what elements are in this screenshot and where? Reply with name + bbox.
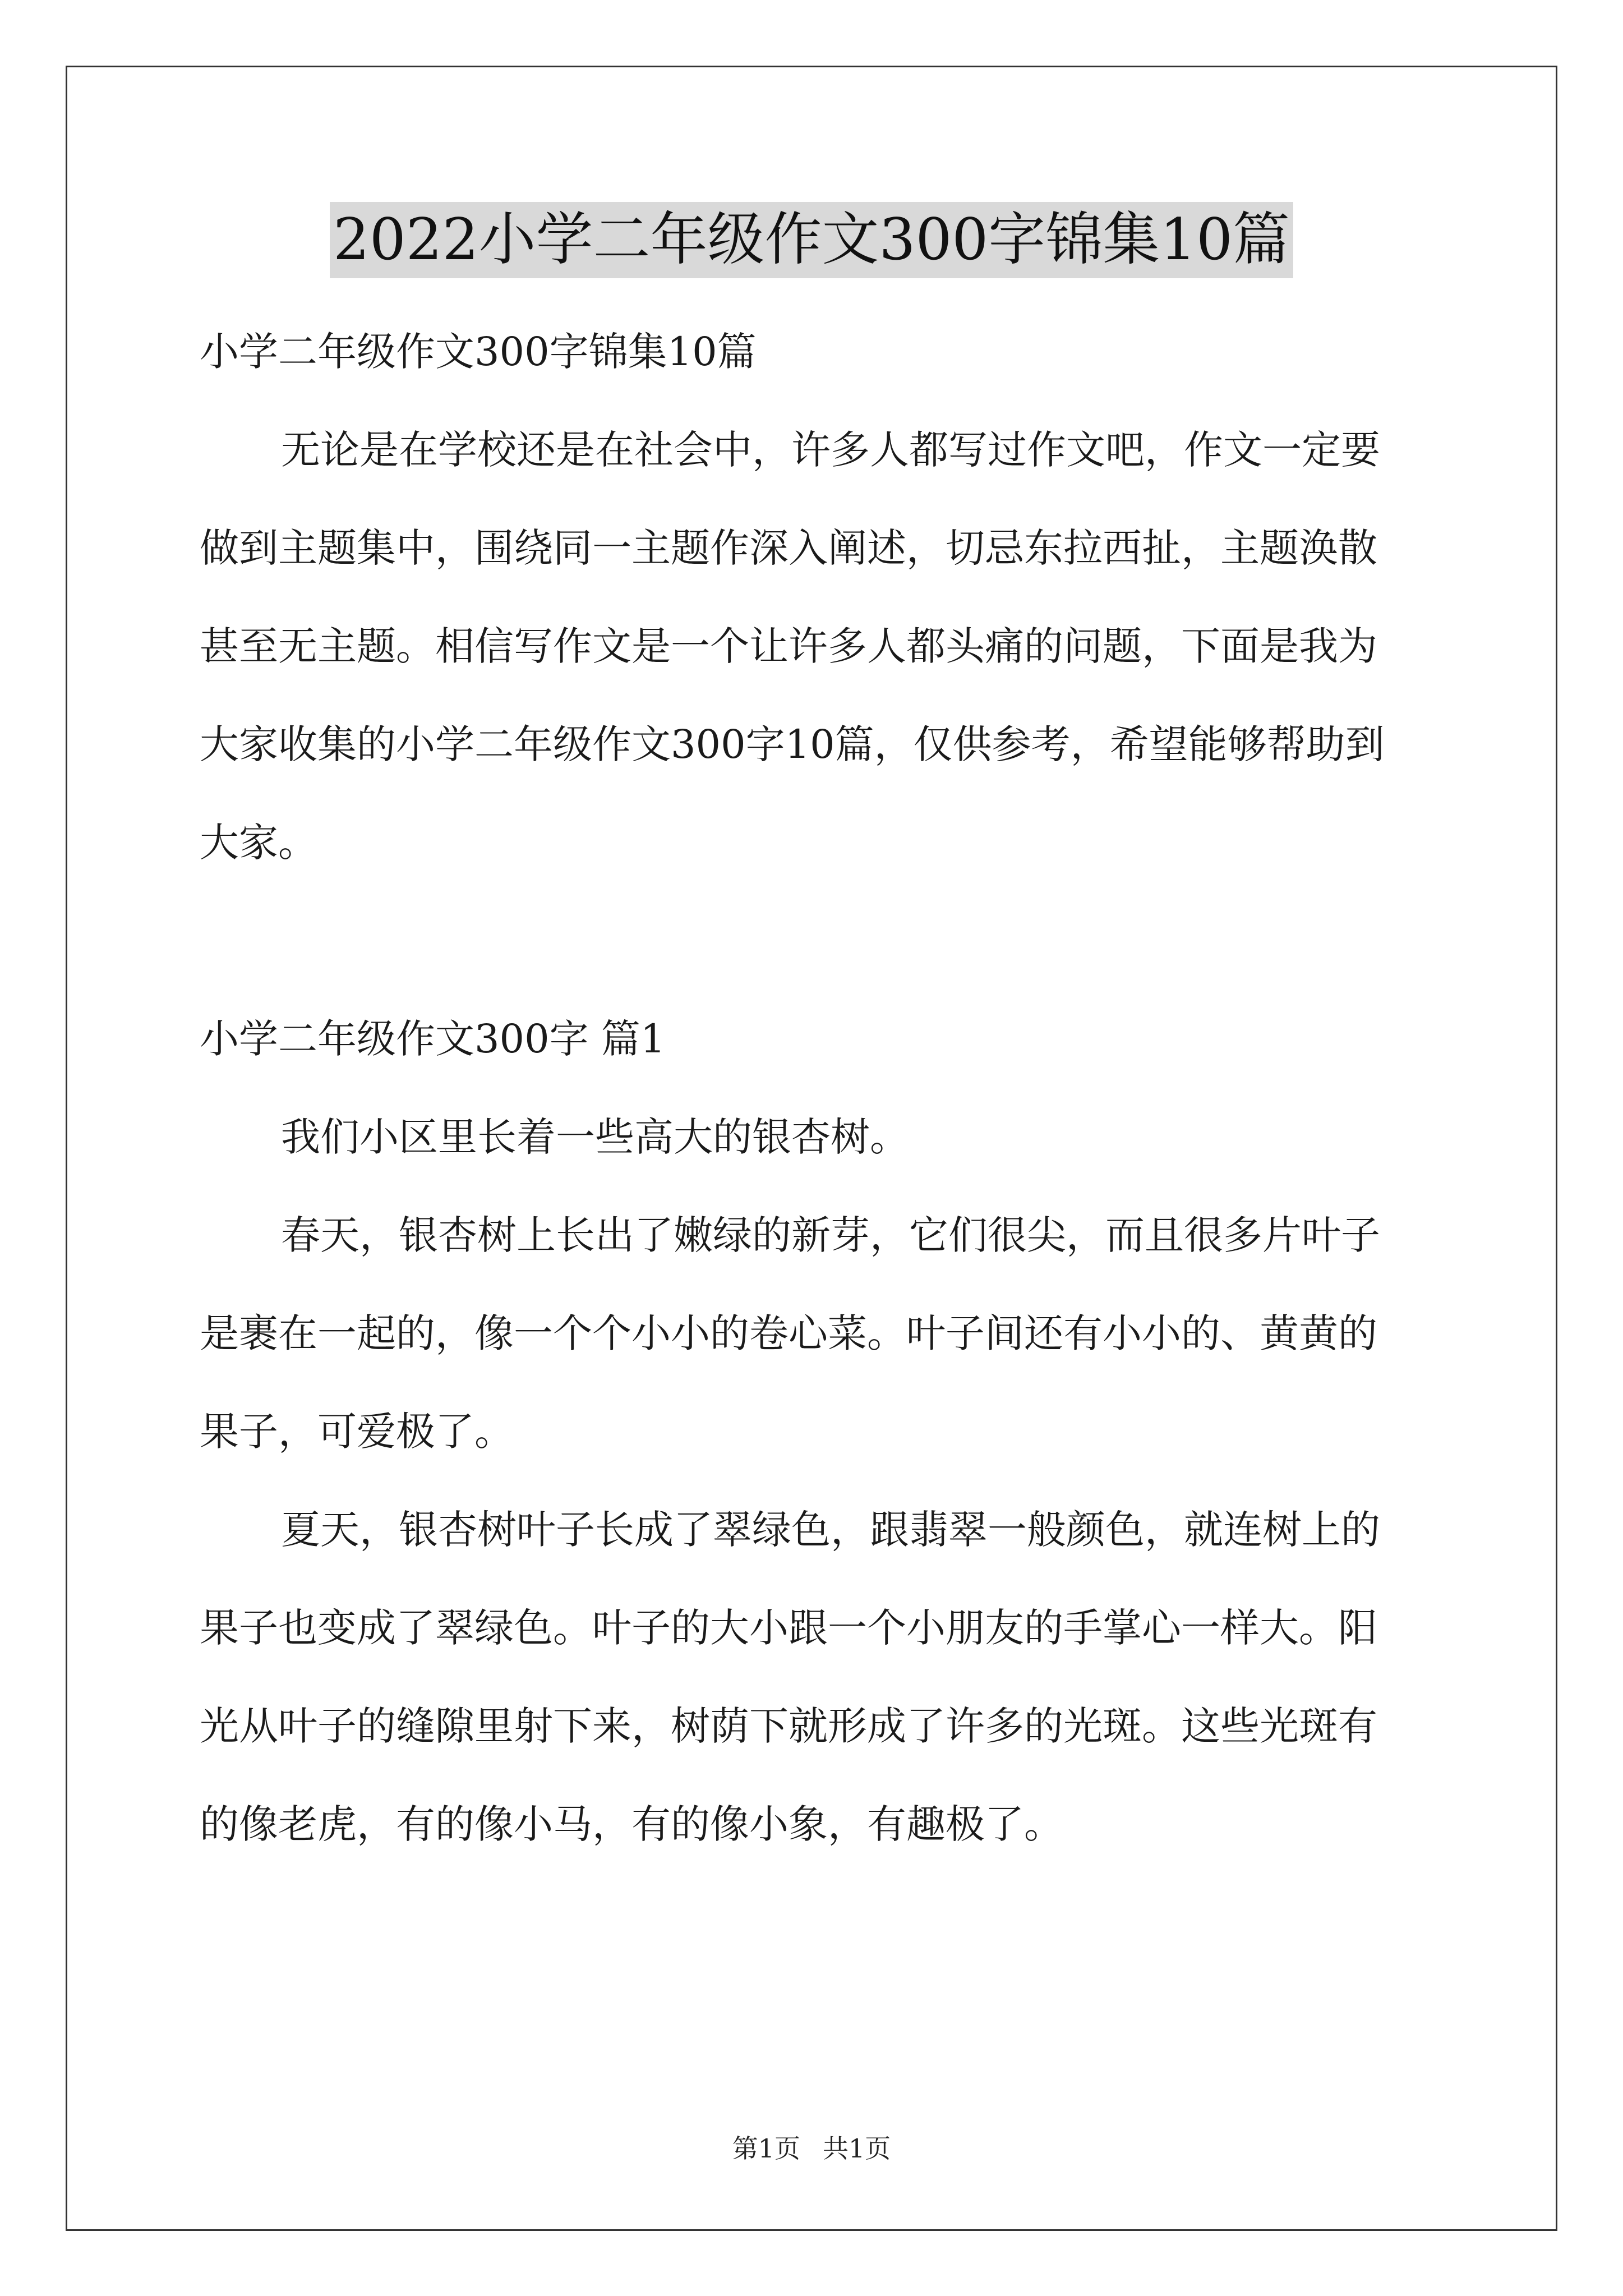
page-total: 共1页 bbox=[823, 2133, 891, 2164]
page-footer bbox=[0, 2132, 1623, 2165]
paragraph-line: 我们小区里长着一些高大的银杏树。 bbox=[281, 1114, 909, 1160]
intro-line: 大家收集的小学二年级作文300字10篇，仅供参考，希望能够帮助到 bbox=[200, 721, 1385, 767]
section-heading: 小学二年级作文300字 篇1 bbox=[200, 1016, 666, 1062]
document-title: 2022小学二年级作文300字锦集10篇 bbox=[330, 202, 1293, 278]
paragraph-line: 夏天，银杏树叶子长成了翠绿色，跟翡翠一般颜色，就连树上的 bbox=[281, 1507, 1380, 1553]
title-container bbox=[0, 202, 1623, 278]
paragraph-line: 果子，可爱极了。 bbox=[200, 1409, 514, 1455]
intro-line: 大家。 bbox=[200, 820, 317, 866]
paragraph-line: 光从叶子的缝隙里射下来，树荫下就形成了许多的光斑。这些光斑有 bbox=[200, 1703, 1377, 1749]
paragraph-line: 春天，银杏树上长出了嫩绿的新芽，它们很尖，而且很多片叶子 bbox=[281, 1212, 1380, 1258]
intro-line: 甚至无主题。相信写作文是一个让许多人都头痛的问题，下面是我为 bbox=[200, 623, 1377, 669]
page-number: 第1页 bbox=[732, 2133, 800, 2164]
intro-line: 无论是在学校还是在社会中，许多人都写过作文吧，作文一定要 bbox=[281, 427, 1380, 473]
paragraph-line: 是裹在一起的，像一个个小小的卷心菜。叶子间还有小小的、黄黄的 bbox=[200, 1310, 1377, 1356]
document-subtitle: 小学二年级作文300字锦集10篇 bbox=[200, 329, 757, 375]
paragraph-line: 果子也变成了翠绿色。叶子的大小跟一个小朋友的手掌心一样大。阳 bbox=[200, 1605, 1377, 1651]
spacer bbox=[200, 892, 1433, 990]
document-body bbox=[200, 303, 1433, 1874]
paragraph-line: 的像老虎，有的像小马，有的像小象，有趣极了。 bbox=[200, 1801, 1063, 1847]
intro-line: 做到主题集中，围绕同一主题作深入阐述，切忌东拉西扯，主题涣散 bbox=[200, 525, 1377, 571]
